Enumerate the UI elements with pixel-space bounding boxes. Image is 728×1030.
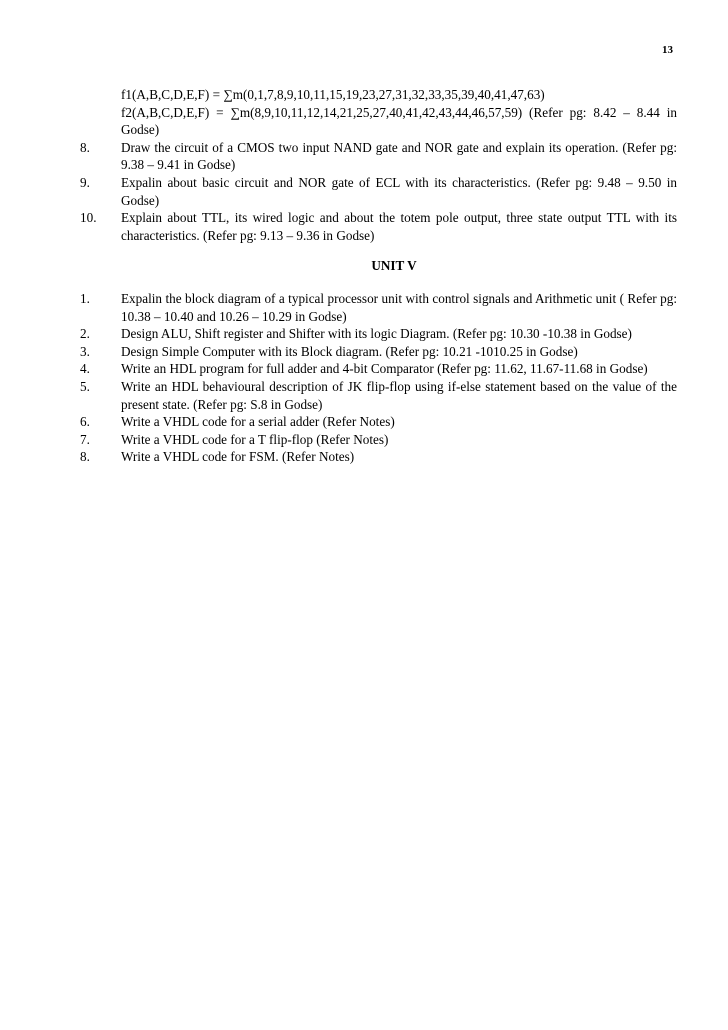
item-number: 8. <box>80 139 90 155</box>
item-text: Design Simple Computer with its Block diagram. (Refer pg: 10.21 -1010.25 in Godse) <box>121 343 578 359</box>
item-text: Expalin about basic circuit and NOR gate of ECL with its characteristics. (Refer pg: 9.48 – 9.50 in Godse) <box>121 174 677 208</box>
question-list-continued <box>80 86 677 244</box>
item-text: Expalin the block diagram of a typical processor unit with control signals and Arithmetic unit ( Refer pg: 10.38 – 10.40 and 10.26 – 10.29 in Godse) <box>121 291 677 324</box>
list-item <box>80 174 677 209</box>
list-item <box>80 343 677 361</box>
item-text: Write a VHDL code for a serial adder (Refer Notes) <box>121 414 395 430</box>
item-number: 6. <box>80 414 90 430</box>
list-item <box>80 360 677 378</box>
item-text: f1(A,B,C,D,E,F) = ∑m(0,1,7,8,9,10,11,15,19,23,27,31,32,33,35,39,40,41,47,63) <box>121 87 545 102</box>
list-item <box>80 139 677 174</box>
list-item <box>80 86 677 104</box>
item-text: Design ALU, Shift register and Shifter with its logic Diagram. (Refer pg: 10.30 -10.38 in Godse) <box>121 326 632 342</box>
item-text: Write a VHDL code for FSM. (Refer Notes) <box>121 449 355 465</box>
list-item <box>80 325 677 343</box>
item-number: 8. <box>80 449 90 465</box>
item-number <box>80 86 121 104</box>
item-number: 4. <box>80 361 90 377</box>
item-number: 9. <box>80 174 90 190</box>
item-number: 2. <box>80 326 90 342</box>
list-item <box>80 104 677 139</box>
list-item <box>80 209 677 244</box>
list-item <box>80 431 677 449</box>
item-text: f2(A,B,C,D,E,F) = ∑m(8,9,10,11,12,14,21,25,27,40,41,42,43,44,46,57,59) (Refer pg: 8.42 – 8.44 in Godse) <box>121 104 677 138</box>
item-number: 7. <box>80 431 90 447</box>
list-item <box>80 448 677 466</box>
list-item <box>80 378 677 413</box>
list-item <box>80 413 677 431</box>
item-number: 1. <box>80 291 90 306</box>
item-number: 10. <box>80 210 97 226</box>
unit-question-list <box>80 290 677 466</box>
unit-heading: UNIT V <box>371 258 417 273</box>
item-number: 5. <box>80 378 90 394</box>
item-number <box>80 104 121 139</box>
list-item <box>80 290 677 325</box>
item-number: 3. <box>80 343 90 359</box>
item-text: Write a VHDL code for a T flip-flop (Refer Notes) <box>121 431 389 447</box>
item-text: Draw the circuit of a CMOS two input NAND gate and NOR gate and explain its operation. (Refer pg: 9.38 – 9.41 in Godse) <box>121 139 677 173</box>
item-text: Write an HDL behavioural description of JK flip-flop using if-else statement based on the value of the present state. (Refer pg: S.8 in Godse) <box>121 378 677 412</box>
page-number: 13 <box>662 44 673 56</box>
item-text: Explain about TTL, its wired logic and about the totem pole output, three state output TTL with its characteristics. (Refer pg: 9.13 – 9.36 in Godse) <box>121 210 677 243</box>
item-text: Write an HDL program for full adder and 4-bit Comparator (Refer pg: 11.62, 11.67-11.68 in Godse) <box>121 361 648 377</box>
